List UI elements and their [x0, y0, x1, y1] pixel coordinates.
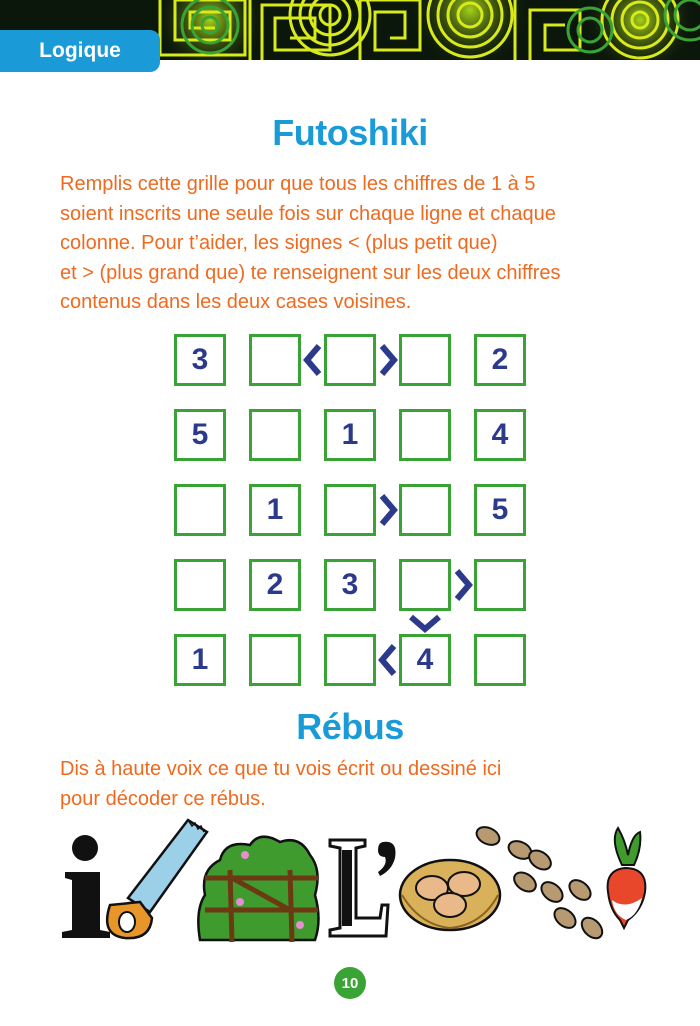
futoshiki-title: Futoshiki [272, 112, 428, 153]
grid-cell-r5-c1[interactable]: 1 [174, 634, 226, 686]
page-number-badge: 10 [334, 967, 366, 999]
greater-than-sign [376, 493, 400, 527]
instruction-line: Remplis cette grille pour que tous les chiffres de 1 à 5 [60, 173, 536, 195]
grid-cell-r4-c4[interactable] [399, 559, 451, 611]
grid-cell-r3-c4[interactable] [399, 484, 451, 536]
grid-cell-r5-c2[interactable] [249, 634, 301, 686]
grid-cell-r4-c3[interactable]: 3 [324, 559, 376, 611]
less-than-sign [301, 343, 325, 377]
grid-cell-r1-c3[interactable] [324, 334, 376, 386]
grid-cell-r2-c3[interactable]: 1 [324, 409, 376, 461]
grid-cell-r2-c5[interactable]: 4 [474, 409, 526, 461]
rebus-title: Rébus [296, 706, 404, 747]
letter-l-apostrophe-picture [330, 840, 396, 936]
greater-than-sign [451, 568, 475, 602]
grid-cell-r5-c5[interactable] [474, 634, 526, 686]
instruction-line: soient inscrits une seule fois sur chaque ligne et chaque [60, 202, 556, 225]
greater-than-sign-vertical [408, 611, 442, 635]
futoshiki-instructions [60, 170, 660, 318]
grid-cell-r3-c5[interactable]: 5 [474, 484, 526, 536]
section-tab: Logique [0, 30, 160, 72]
instruction-line: Dis à haute voix ce que tu vois écrit ou dessiné ici [60, 758, 502, 780]
rebus-pictures [0, 810, 700, 960]
instruction-line: et > (plus grand que) te renseignent sur les deux chiffres [60, 261, 561, 284]
grid-cell-r1-c2[interactable] [249, 334, 301, 386]
rebus-instructions [60, 755, 660, 814]
grid-cell-r4-c1[interactable] [174, 559, 226, 611]
grid-cell-r2-c1[interactable]: 5 [174, 409, 226, 461]
grid-cell-r4-c2[interactable]: 2 [249, 559, 301, 611]
greater-than-sign [376, 343, 400, 377]
grid-cell-r3-c1[interactable] [174, 484, 226, 536]
nest-picture [400, 860, 500, 930]
radish-picture [608, 828, 646, 928]
grid-cell-r4-c5[interactable] [474, 559, 526, 611]
letter-i-picture [62, 835, 110, 938]
grid-cell-r1-c5[interactable]: 2 [474, 334, 526, 386]
instruction-line: pour décoder ce rébus. [60, 787, 266, 810]
saw-picture [107, 820, 207, 938]
instruction-line: contenus dans les deux cases voisines. [60, 291, 412, 313]
grid-cell-r5-c3[interactable] [324, 634, 376, 686]
grid-cell-r2-c4[interactable] [399, 409, 451, 461]
hedge-picture [198, 837, 318, 942]
grid-cell-r3-c2[interactable]: 1 [249, 484, 301, 536]
instruction-line: colonne. Pour t’aider, les signes < (plus petit que) [60, 232, 498, 254]
grid-cell-r1-c4[interactable] [399, 334, 451, 386]
grid-cell-r5-c4[interactable]: 4 [399, 634, 451, 686]
grid-cell-r3-c3[interactable] [324, 484, 376, 536]
grid-cell-r1-c1[interactable]: 3 [174, 334, 226, 386]
grid-cell-r2-c2[interactable] [249, 409, 301, 461]
less-than-sign [376, 643, 400, 677]
